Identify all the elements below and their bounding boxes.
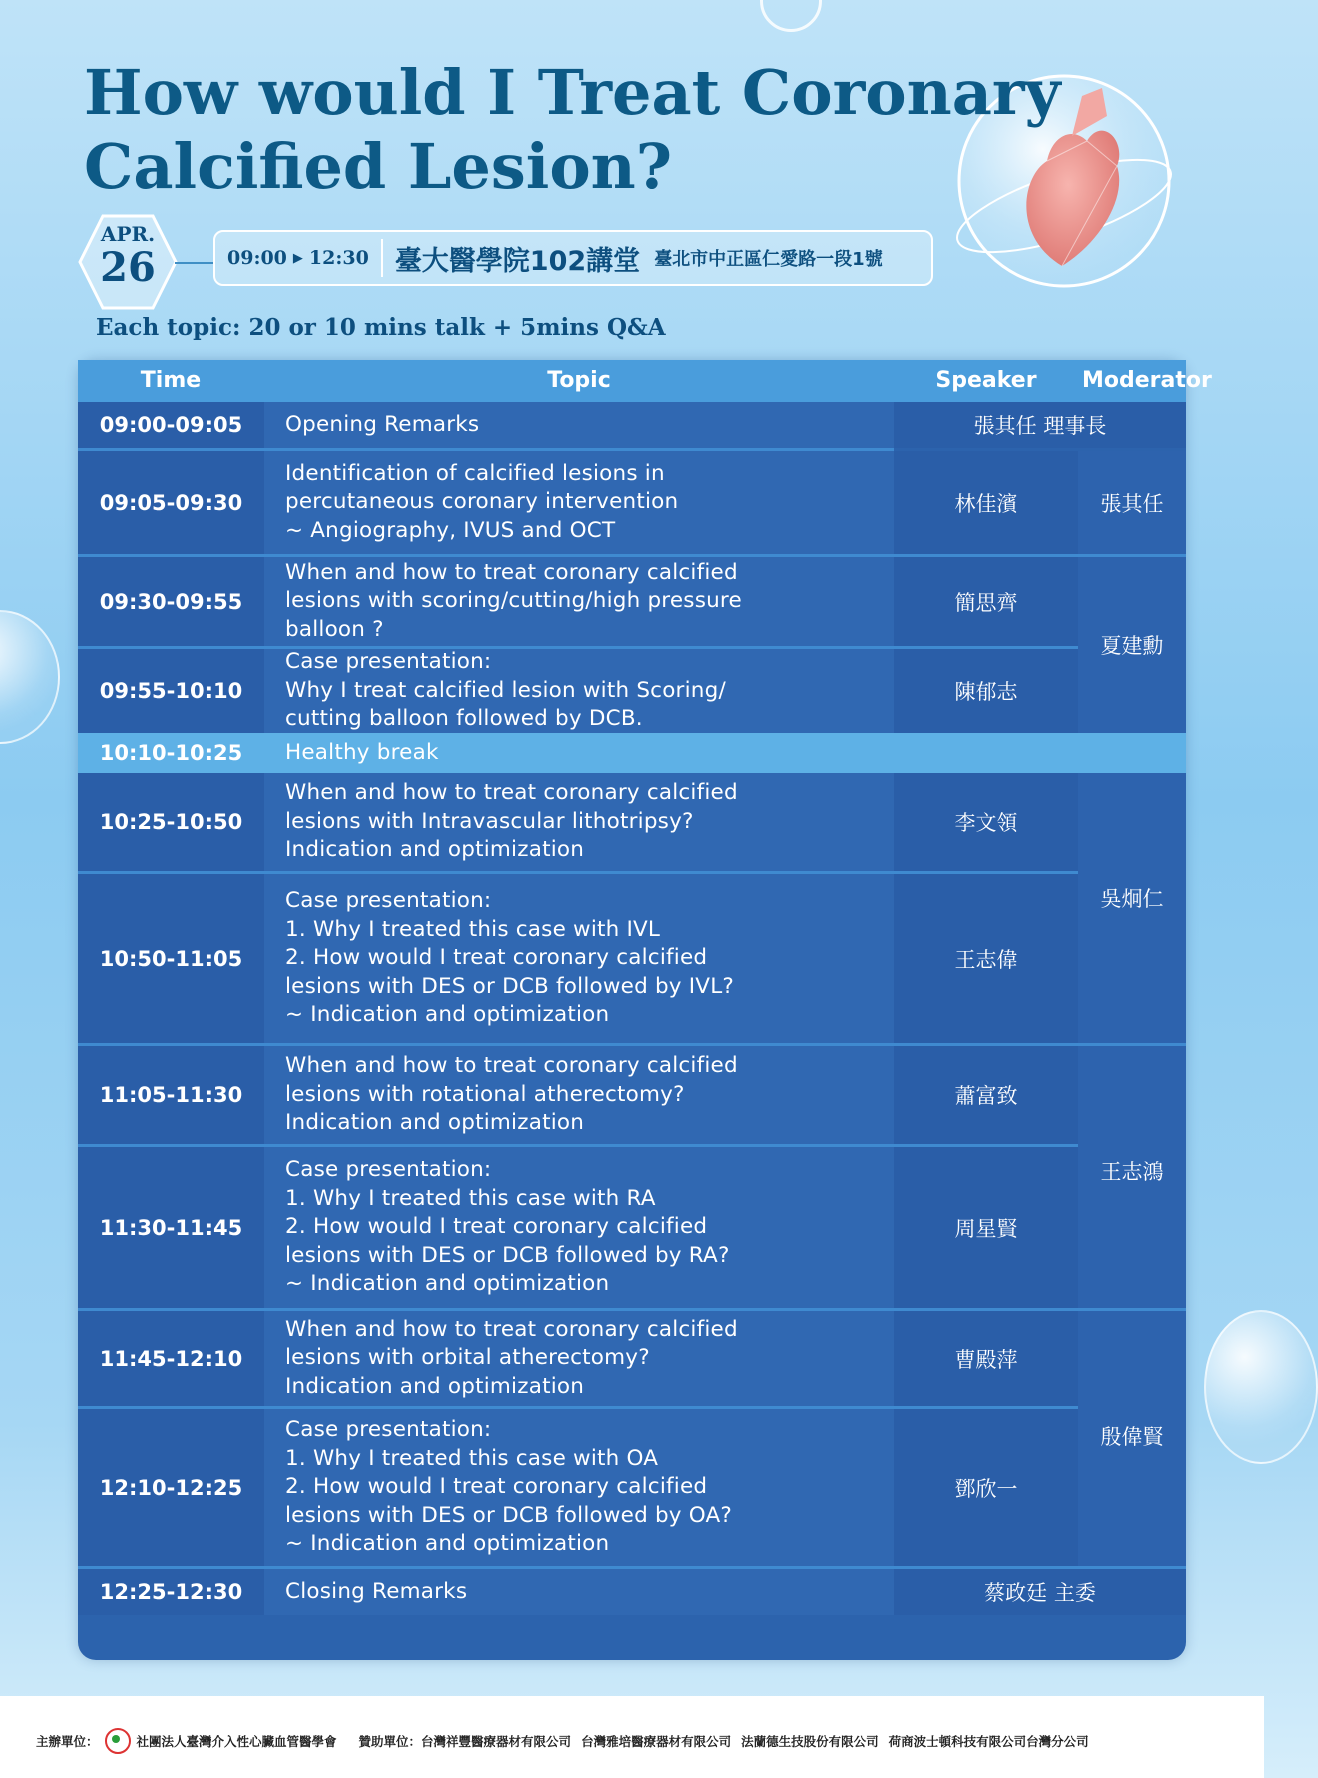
sponsor-name: 台灣雅培醫療器材有限公司: [581, 1734, 732, 1749]
schedule-table: [78, 360, 1212, 1660]
title-line-1: How would I Treat Coronary: [84, 56, 1061, 129]
table-row: [78, 557, 1078, 646]
row-topic: When and how to treat coronary calcified lesions with Intravascular lithotripsy? Indication and optimization: [264, 773, 894, 871]
decorative-bubble-left: [0, 610, 60, 744]
row-time: 11:30-11:45: [78, 1147, 264, 1308]
moderator-divider: [1078, 1308, 1186, 1311]
moderator-divider: [1078, 1043, 1186, 1046]
row-time: 09:05-09:30: [78, 451, 264, 554]
info-divider: [381, 239, 383, 277]
sponsor-label: 贊助單位：: [358, 1734, 422, 1749]
moderator-cell: 吳炯仁: [1078, 773, 1186, 1043]
row-topic: Case presentation: Why I treat calcified lesion with Scoring/ cutting balloon followed by DCB.: [264, 649, 894, 733]
row-time: 09:55-10:10: [78, 649, 264, 733]
row-topic: When and how to treat coronary calcified lesions with scoring/cutting/high pressure balloon ?: [264, 557, 894, 646]
row-time: 09:00-09:05: [78, 402, 264, 448]
sponsor-name: 台灣祥豐醫療器材有限公司: [421, 1734, 572, 1749]
row-speaker: 曹殿萍: [894, 1311, 1078, 1406]
row-topic: Opening Remarks: [264, 402, 894, 448]
moderator-cell: 王志鴻: [1078, 1046, 1186, 1308]
header-moderator: Moderator: [1082, 368, 1212, 393]
row-time: 12:10-12:25: [78, 1409, 264, 1566]
sponsor-name: 法蘭德生技股份有限公司: [741, 1734, 879, 1749]
title-line-2: Calcified Lesion?: [84, 130, 673, 203]
table-row: [78, 1311, 1078, 1406]
date-month: APR.: [100, 222, 156, 246]
date-connector-line: [175, 262, 213, 264]
moderator-cell: 殷偉賢: [1078, 1311, 1186, 1566]
table-row: [78, 773, 1078, 871]
footer-credits: [36, 1728, 1089, 1754]
row-speaker: 張其任 理事長: [894, 402, 1186, 448]
decorative-bubble-right: [1204, 1310, 1318, 1464]
table-row: [78, 874, 1078, 1043]
row-topic: Case presentation: 1. Why I treated this case with IVL 2. How would I treat coronary calcified lesions with DES or DCB followed by IVL? ~ Indication and optimization: [264, 874, 894, 1043]
row-topic: Closing Remarks: [264, 1569, 894, 1615]
table-row: [78, 402, 1186, 448]
header-time: Time: [140, 368, 202, 393]
row-topic: Case presentation: 1. Why I treated this case with RA 2. How would I treat coronary calcified lesions with DES or DCB followed by RA? ~ Indication and optimization: [264, 1147, 894, 1308]
row-topic: Healthy break: [264, 733, 894, 773]
host-name: 社團法人臺灣介入性心臟血管醫學會: [136, 1734, 337, 1749]
row-speaker: 周星賢: [894, 1147, 1078, 1308]
table-row: [78, 1409, 1078, 1566]
date-day: 26: [100, 244, 156, 291]
break-moderator-blank: [1078, 733, 1186, 773]
table-row: [78, 1147, 1078, 1308]
sponsor-name: 荷商波士頓科技有限公司台灣分公司: [888, 1734, 1089, 1749]
venue-name: 臺大醫學院102講堂: [394, 245, 641, 277]
row-time: 12:25-12:30: [78, 1569, 264, 1615]
event-info-bar: [213, 230, 933, 286]
decorative-ring-top: [760, 0, 822, 32]
date-badge: [78, 214, 178, 310]
table-row: [78, 1046, 1078, 1144]
moderator-divider: [1078, 554, 1186, 557]
row-speaker: 蕭富致: [894, 1046, 1078, 1144]
moderator-cell: 張其任: [1078, 451, 1186, 554]
row-time: 10:10-10:25: [78, 733, 264, 773]
row-time: 10:25-10:50: [78, 773, 264, 871]
page-title: [84, 56, 1061, 204]
table-row: [78, 1569, 1186, 1615]
table-row-break: [78, 733, 1186, 773]
end-time: 12:30: [308, 247, 369, 269]
table-row: [78, 451, 1078, 554]
row-topic: When and how to treat coronary calcified lesions with rotational atherectomy? Indication and optimization: [264, 1046, 894, 1144]
start-time: 09:00: [227, 247, 287, 269]
row-speaker: 王志偉: [894, 874, 1078, 1043]
row-speaker: 簡思齊: [894, 557, 1078, 646]
moderator-cell: 夏建勳: [1078, 557, 1186, 733]
row-speaker: 陳郁志: [894, 649, 1078, 733]
host-label: 主辦單位：: [36, 1734, 99, 1749]
header-speaker: Speaker: [935, 368, 1037, 393]
header-topic: Topic: [547, 368, 611, 393]
row-speaker: 李文領: [894, 773, 1078, 871]
play-arrow-icon: ▶: [292, 250, 303, 266]
row-speaker: 鄧欣一: [894, 1409, 1078, 1566]
row-time: 11:05-11:30: [78, 1046, 264, 1144]
row-topic: Case presentation: 1. Why I treated this case with OA 2. How would I treat coronary calcified lesions with DES or DCB followed by OA? ~ Indication and optimization: [264, 1409, 894, 1566]
row-speaker: 蔡政廷 主委: [894, 1569, 1186, 1615]
row-time: 10:50-11:05: [78, 874, 264, 1043]
row-speaker: 林佳濱: [894, 451, 1078, 554]
row-topic: Identification of calcified lesions in percutaneous coronary intervention ~ Angiography, IVUS and OCT: [264, 451, 894, 554]
row-speaker: [894, 733, 1078, 773]
table-row: [78, 649, 1078, 733]
row-topic: When and how to treat coronary calcified lesions with orbital atherectomy? Indication and optimization: [264, 1311, 894, 1406]
venue-address: 臺北市中正區仁愛路一段1號: [654, 249, 883, 270]
table-header: [78, 360, 1212, 402]
row-time: 09:30-09:55: [78, 557, 264, 646]
society-logo-icon: [105, 1728, 131, 1754]
row-time: 11:45-12:10: [78, 1311, 264, 1406]
topic-duration-note: Each topic: 20 or 10 mins talk + 5mins Q&A: [96, 314, 666, 341]
